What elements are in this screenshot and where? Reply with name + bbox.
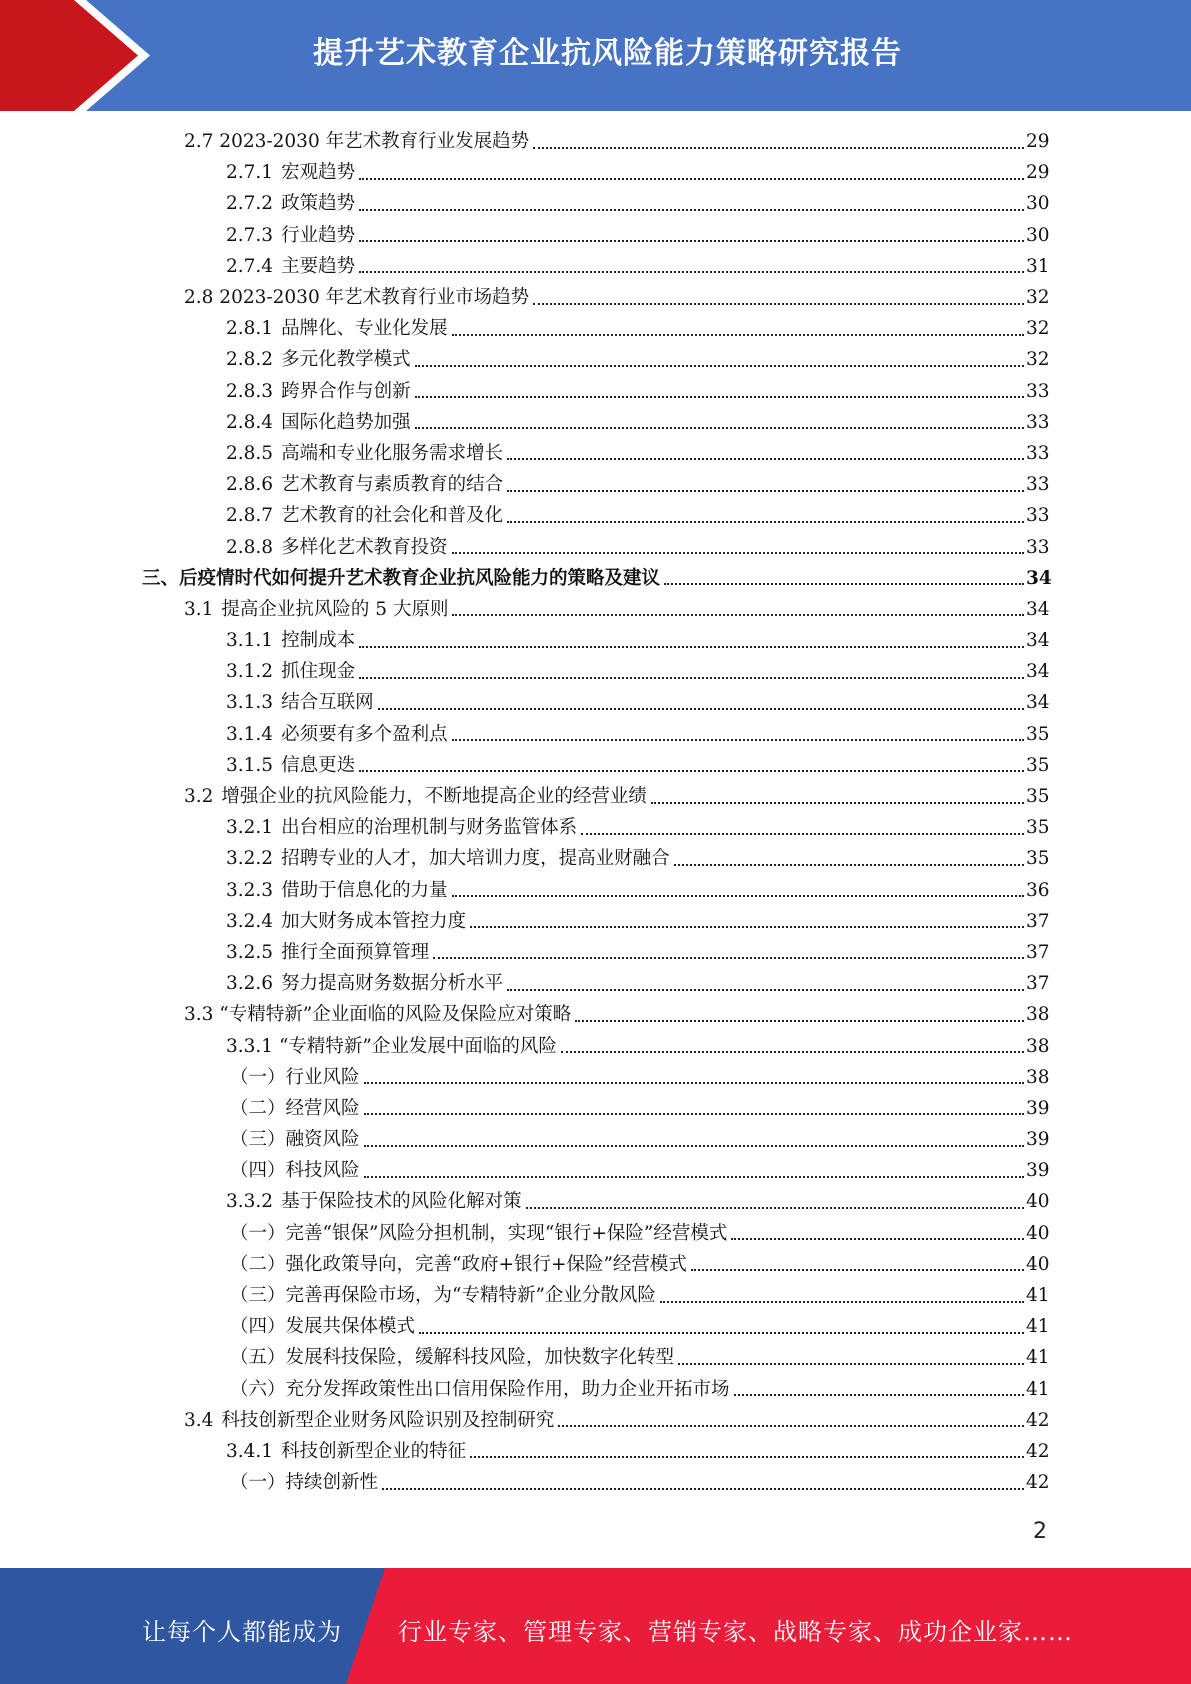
toc-entry-page: 37 xyxy=(1026,910,1050,932)
toc-dot-leader xyxy=(419,1332,1024,1334)
toc-entry[interactable] xyxy=(0,500,1191,531)
toc-dot-leader xyxy=(575,1020,1024,1022)
toc-entry[interactable] xyxy=(0,781,1191,812)
toc-entry[interactable] xyxy=(0,843,1191,874)
toc-entry-page: 42 xyxy=(1026,1440,1050,1462)
toc-entry-title: （一）持续创新性 xyxy=(230,1472,379,1494)
toc-entry-title: 2.8 2023-2030 年艺术教育行业市场趋势 xyxy=(184,287,530,309)
toc-entry[interactable] xyxy=(0,750,1191,781)
toc-entry-page: 39 xyxy=(1026,1097,1050,1119)
toc-dot-leader xyxy=(359,646,1024,648)
toc-dot-leader xyxy=(364,1176,1024,1178)
toc-dot-leader xyxy=(691,1269,1024,1271)
toc-entry-page: 30 xyxy=(1026,193,1050,215)
toc-entry[interactable] xyxy=(0,1186,1191,1217)
toc-entry-number: 3.3.2 xyxy=(226,1191,274,1213)
toc-dot-leader xyxy=(378,708,1024,710)
toc-dot-leader xyxy=(561,1051,1024,1053)
toc-entry-page: 34 xyxy=(1026,567,1052,589)
toc-entry-page: 29 xyxy=(1026,162,1050,184)
toc-entry[interactable] xyxy=(0,1093,1191,1124)
toc-entry-title: （四）科技风险 xyxy=(230,1160,360,1182)
toc-entry-title: （六）充分发挥政策性出口信用保险作用，助力企业开拓市场 xyxy=(230,1378,730,1400)
toc-entry-page: 42 xyxy=(1026,1409,1050,1431)
toc-entry[interactable] xyxy=(0,968,1191,999)
toc-entry-title: 努力提高财务数据分析水平 xyxy=(281,973,504,995)
toc-dot-leader xyxy=(533,303,1024,305)
toc-entry-page: 33 xyxy=(1026,474,1050,496)
toc-entry-number: 2.8.6 xyxy=(226,474,274,496)
toc-dot-leader xyxy=(452,895,1024,897)
toc-entry-title: （三）融资风险 xyxy=(230,1129,360,1151)
toc-dot-leader xyxy=(359,178,1024,180)
toc-entry-page: 36 xyxy=(1026,879,1050,901)
toc-dot-leader xyxy=(382,1488,1024,1490)
toc-entry[interactable] xyxy=(0,719,1191,750)
toc-entry[interactable] xyxy=(0,1062,1191,1093)
toc-dot-leader xyxy=(364,1145,1024,1147)
toc-entry-page: 38 xyxy=(1026,1066,1050,1088)
toc-entry-title: 借助于信息化的力量 xyxy=(281,879,448,901)
toc-entry[interactable] xyxy=(0,188,1191,219)
toc-entry-page: 40 xyxy=(1026,1253,1050,1275)
toc-entry-title: 抓住现金 xyxy=(281,661,356,683)
toc-entry-page: 35 xyxy=(1026,723,1050,745)
toc-entry-page: 35 xyxy=(1026,817,1050,839)
toc-entry[interactable] xyxy=(0,126,1191,157)
toc-entry-title: 多样化艺术教育投资 xyxy=(281,536,448,558)
toc-entry-page: 30 xyxy=(1026,224,1050,246)
toc-entry-page: 33 xyxy=(1026,411,1050,433)
toc-entry-page: 31 xyxy=(1026,255,1050,277)
toc-dot-leader xyxy=(660,1301,1024,1303)
toc-dot-leader xyxy=(558,1425,1024,1427)
toc-entry[interactable] xyxy=(0,1280,1191,1311)
toc-entry[interactable] xyxy=(0,531,1191,562)
toc-dot-leader xyxy=(533,147,1024,149)
toc-dot-leader xyxy=(415,427,1024,429)
toc-entry-number: 3.4.1 xyxy=(226,1440,274,1462)
toc-entry-page: 38 xyxy=(1026,1004,1050,1026)
toc-dot-leader xyxy=(364,1113,1024,1115)
toc-entry-page: 41 xyxy=(1026,1378,1050,1400)
toc-entry[interactable] xyxy=(0,438,1191,469)
toc-entry-page: 34 xyxy=(1026,598,1050,620)
toc-entry-title: 出台相应的治理机制与财务监管体系 xyxy=(281,817,578,839)
toc-entry[interactable] xyxy=(0,1405,1191,1436)
toc-entry-page: 41 xyxy=(1026,1347,1050,1369)
toc-dot-leader xyxy=(359,677,1024,679)
toc-entry-number: 2.7.1 xyxy=(226,162,274,184)
toc-entry-page: 35 xyxy=(1026,786,1050,808)
toc-entry-number: 2.7.3 xyxy=(226,224,274,246)
report-title: 提升艺术教育企业抗风险能力策略研究报告 xyxy=(313,36,902,71)
toc-dot-leader xyxy=(678,1363,1024,1365)
toc-entry-number: 3.4 xyxy=(184,1409,214,1431)
toc-dot-leader xyxy=(470,926,1024,928)
toc-entry[interactable] xyxy=(0,1374,1191,1405)
toc-entry[interactable] xyxy=(0,1342,1191,1373)
toc-entry-title: 高端和专业化服务需求增长 xyxy=(281,442,504,464)
toc-entry-page: 29 xyxy=(1026,131,1050,153)
toc-entry-number: 3.2.5 xyxy=(226,941,274,963)
toc-entry[interactable] xyxy=(0,407,1191,438)
toc-dot-leader xyxy=(452,552,1024,554)
toc-dot-leader xyxy=(452,334,1024,336)
toc-entry-title: 艺术教育与素质教育的结合 xyxy=(281,474,504,496)
toc-entry-title: 艺术教育的社会化和普及化 xyxy=(281,505,504,527)
toc-entry-number: 2.8.7 xyxy=(226,505,274,527)
toc-entry[interactable] xyxy=(0,220,1191,251)
toc-entry-page: 32 xyxy=(1026,287,1050,309)
toc-entry[interactable] xyxy=(0,625,1191,656)
toc-dot-leader xyxy=(359,770,1024,772)
toc-dot-leader xyxy=(674,864,1024,866)
toc-entry-title: 政策趋势 xyxy=(281,193,356,215)
toc-entry[interactable] xyxy=(0,1311,1191,1342)
toc-entry-title: 加大财务成本管控力度 xyxy=(281,910,467,932)
toc-entry[interactable] xyxy=(0,1124,1191,1155)
toc-entry-title: 行业趋势 xyxy=(281,224,356,246)
toc-dot-leader xyxy=(507,458,1024,460)
footer-slogan-left: 让每个人都能成为 xyxy=(142,1618,342,1646)
toc-entry-page: 35 xyxy=(1026,848,1050,870)
toc-entry-title: 3.3 “专精特新”企业面临的风险及保险应对策略 xyxy=(184,1004,572,1026)
toc-entry-title: 提高企业抗风险的 5 大原则 xyxy=(221,598,449,620)
toc-entry-page: 42 xyxy=(1026,1472,1050,1494)
toc-entry-title: 信息更迭 xyxy=(281,754,356,776)
toc-entry[interactable] xyxy=(0,906,1191,937)
toc-entry-page: 33 xyxy=(1026,536,1050,558)
toc-entry-page: 33 xyxy=(1026,505,1050,527)
toc-entry-number: 2.7.2 xyxy=(226,193,274,215)
toc-entry-number: 2.8.8 xyxy=(226,536,274,558)
toc-entry-number: 3.1 xyxy=(184,598,214,620)
toc-entry-title: 结合互联网 xyxy=(281,692,374,714)
toc-dot-leader xyxy=(507,521,1024,523)
toc-entry-page: 37 xyxy=(1026,973,1050,995)
toc-entry-title: 宏观趋势 xyxy=(281,162,356,184)
toc-entry[interactable] xyxy=(0,282,1191,313)
toc-entry-title: （三）完善再保险市场，为“专精特新”企业分散风险 xyxy=(230,1285,656,1307)
toc-entry[interactable] xyxy=(0,563,1191,594)
toc-entry[interactable] xyxy=(0,656,1191,687)
toc-dot-leader xyxy=(731,1238,1024,1240)
toc-entry[interactable] xyxy=(0,812,1191,843)
toc-entry-number: 3.1.3 xyxy=(226,692,274,714)
toc-dot-leader xyxy=(452,739,1024,741)
toc-entry[interactable] xyxy=(0,469,1191,500)
toc-entry-title: 品牌化、专业化发展 xyxy=(281,318,448,340)
toc-dot-leader xyxy=(433,957,1024,959)
toc-entry-title: 必须要有多个盈利点 xyxy=(281,723,448,745)
table-of-contents xyxy=(0,126,1191,1498)
toc-entry-page: 32 xyxy=(1026,318,1050,340)
toc-entry[interactable] xyxy=(0,376,1191,407)
toc-entry-page: 39 xyxy=(1026,1160,1050,1182)
toc-entry-title: 科技创新型企业财务风险识别及控制研究 xyxy=(221,1409,555,1431)
toc-entry-page: 40 xyxy=(1026,1222,1050,1244)
toc-entry-page: 34 xyxy=(1026,630,1050,652)
toc-entry-title: 国际化趋势加强 xyxy=(281,411,411,433)
toc-entry-title: （二）经营风险 xyxy=(230,1097,360,1119)
page-footer xyxy=(0,1568,1191,1684)
toc-entry-number: 3.2.6 xyxy=(226,973,274,995)
toc-entry-title: 招聘专业的人才，加大培训力度，提高业财融合 xyxy=(281,848,670,870)
toc-dot-leader xyxy=(359,271,1024,273)
toc-dot-leader xyxy=(507,490,1024,492)
toc-entry-page: 38 xyxy=(1026,1035,1050,1057)
toc-entry-page: 39 xyxy=(1026,1129,1050,1151)
toc-entry-number: 2.8.2 xyxy=(226,349,274,371)
toc-entry-number: 3.2.3 xyxy=(226,879,274,901)
toc-dot-leader xyxy=(359,240,1024,242)
toc-entry-page: 37 xyxy=(1026,941,1050,963)
toc-entry-number: 2.8.3 xyxy=(226,380,274,402)
toc-entry-title: 多元化教学模式 xyxy=(281,349,411,371)
toc-entry-number: 3.2 xyxy=(184,786,214,808)
toc-dot-leader xyxy=(452,614,1024,616)
toc-dot-leader xyxy=(415,365,1024,367)
toc-entry-page: 34 xyxy=(1026,692,1050,714)
toc-entry[interactable] xyxy=(0,1155,1191,1186)
toc-entry-page: 40 xyxy=(1026,1191,1050,1213)
toc-entry-title: 基于保险技术的风险化解对策 xyxy=(281,1191,522,1213)
toc-entry-title: 推行全面预算管理 xyxy=(281,941,430,963)
toc-entry-number: 2.8.5 xyxy=(226,442,274,464)
toc-dot-leader xyxy=(507,989,1024,991)
toc-dot-leader xyxy=(581,833,1024,835)
toc-dot-leader xyxy=(359,209,1024,211)
toc-entry-title: （五）发展科技保险，缓解科技风险，加快数字化转型 xyxy=(230,1347,675,1369)
toc-dot-leader xyxy=(651,802,1024,804)
footer-slogan-right: 行业专家、管理专家、营销专家、战略专家、成功企业家…… xyxy=(398,1618,1073,1646)
page-number: 2 xyxy=(1033,1519,1047,1544)
toc-dot-leader xyxy=(470,1456,1024,1458)
toc-entry[interactable] xyxy=(0,875,1191,906)
toc-entry[interactable] xyxy=(0,344,1191,375)
toc-entry[interactable] xyxy=(0,937,1191,968)
toc-entry-number: 3.2.4 xyxy=(226,910,274,932)
toc-entry-number: 3.2.2 xyxy=(226,848,274,870)
toc-entry-title: （四）发展共保体模式 xyxy=(230,1316,416,1338)
toc-entry-page: 34 xyxy=(1026,661,1050,683)
toc-entry[interactable] xyxy=(0,594,1191,625)
toc-entry-number: 3.1.2 xyxy=(226,661,274,683)
toc-entry-title: （一）行业风险 xyxy=(230,1066,360,1088)
toc-entry-title: 3.3.1 “专精特新”企业发展中面临的风险 xyxy=(226,1035,557,1057)
toc-entry-number: 3.1.5 xyxy=(226,754,274,776)
toc-entry-page: 41 xyxy=(1026,1285,1050,1307)
toc-dot-leader xyxy=(664,583,1024,585)
toc-entry[interactable] xyxy=(0,999,1191,1030)
toc-entry[interactable] xyxy=(0,687,1191,718)
toc-entry-page: 41 xyxy=(1026,1316,1050,1338)
toc-entry-title: （二）强化政策导向，完善“政府+银行+保险”经营模式 xyxy=(230,1253,687,1275)
page-header xyxy=(0,0,1191,111)
toc-entry-title: 增强企业的抗风险能力，不断地提高企业的经营业绩 xyxy=(221,786,647,808)
toc-entry-number: 2.8.4 xyxy=(226,411,274,433)
toc-entry-number: 3.1.4 xyxy=(226,723,274,745)
toc-entry[interactable] xyxy=(0,1030,1191,1061)
toc-entry-page: 33 xyxy=(1026,380,1050,402)
toc-dot-leader xyxy=(415,396,1024,398)
toc-entry-number: 3.1.1 xyxy=(226,630,274,652)
toc-entry-number: 3.2.1 xyxy=(226,817,274,839)
toc-entry-title: 控制成本 xyxy=(281,630,356,652)
toc-entry[interactable] xyxy=(0,1218,1191,1249)
toc-entry-page: 33 xyxy=(1026,442,1050,464)
toc-dot-leader xyxy=(734,1394,1024,1396)
toc-entry-title: 跨界合作与创新 xyxy=(281,380,411,402)
toc-entry[interactable] xyxy=(0,313,1191,344)
toc-entry-title: （一）完善“银保”风险分担机制，实现“银行+保险”经营模式 xyxy=(230,1222,728,1244)
toc-entry-page: 35 xyxy=(1026,754,1050,776)
toc-dot-leader xyxy=(526,1207,1024,1209)
toc-entry-title: 三、后疫情时代如何提升艺术教育企业抗风险能力的策略及建议 xyxy=(142,567,661,589)
toc-entry-number: 2.8.1 xyxy=(226,318,274,340)
toc-entry-title: 科技创新型企业的特征 xyxy=(281,1440,467,1462)
toc-entry[interactable] xyxy=(0,1467,1191,1498)
toc-entry[interactable] xyxy=(0,1249,1191,1280)
toc-entry[interactable] xyxy=(0,157,1191,188)
toc-entry-title: 主要趋势 xyxy=(281,255,356,277)
toc-entry-number: 2.7.4 xyxy=(226,255,274,277)
toc-entry[interactable] xyxy=(0,1436,1191,1467)
toc-entry[interactable] xyxy=(0,251,1191,282)
toc-dot-leader xyxy=(364,1082,1024,1084)
toc-entry-page: 32 xyxy=(1026,349,1050,371)
toc-entry-title: 2.7 2023-2030 年艺术教育行业发展趋势 xyxy=(184,131,530,153)
